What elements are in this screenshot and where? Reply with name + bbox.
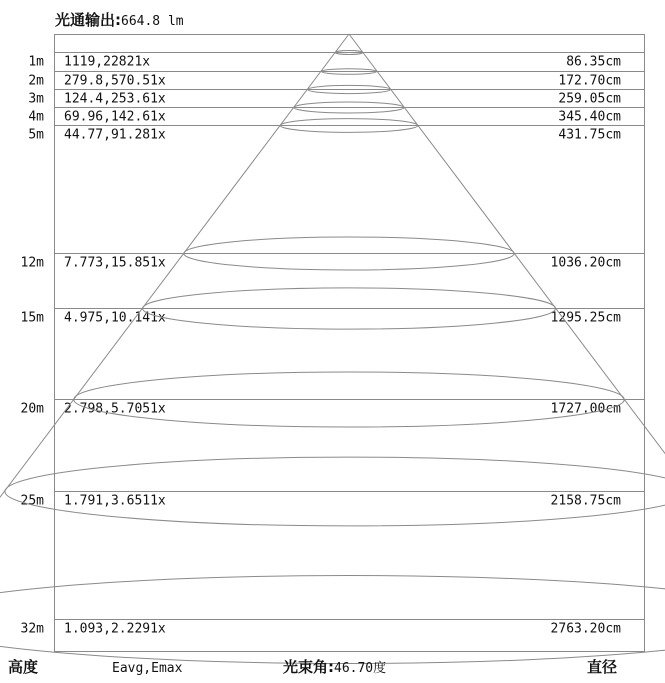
row-diameter: 172.70cm xyxy=(558,73,621,89)
row-diameter: 259.05cm xyxy=(558,91,621,107)
row-height: 32m xyxy=(20,621,44,637)
row-illuminance: 1.791,3.6511x xyxy=(64,493,166,509)
row-illuminance: 2.798,5.7051x xyxy=(64,401,166,417)
row-height: 3m xyxy=(28,91,44,107)
row-height: 12m xyxy=(20,255,44,271)
row-diameter: 345.40cm xyxy=(558,109,621,125)
row-diameter: 2763.20cm xyxy=(550,621,621,637)
beam-angle-value: 46.70度 xyxy=(334,661,387,676)
beam-edge-left xyxy=(0,34,349,651)
row-height: 5m xyxy=(28,127,44,143)
row-illuminance: 124.4,253.61x xyxy=(64,91,166,107)
row-diameter: 1036.20cm xyxy=(550,255,621,271)
beam-angle-label: 光束角: xyxy=(283,658,334,676)
row-illuminance: 279.8,570.51x xyxy=(64,73,166,89)
row-diameter: 86.35cm xyxy=(566,54,621,70)
row-illuminance: 44.77,91.281x xyxy=(64,127,166,143)
flux-output-value: 664.8 lm xyxy=(121,14,184,29)
row-illuminance: 4.975,10.141x xyxy=(64,310,166,326)
distance-rows xyxy=(21,53,645,637)
row-diameter: 2158.75cm xyxy=(550,493,621,509)
row-height: 15m xyxy=(20,310,44,326)
row-diameter: 1295.25cm xyxy=(550,310,621,326)
row-height: 25m xyxy=(20,493,44,509)
diameter-column-label: 直径 xyxy=(587,658,618,676)
row-height: 20m xyxy=(20,401,44,417)
row-illuminance: 69.96,142.61x xyxy=(64,109,166,125)
row-height: 1m xyxy=(28,54,44,70)
flux-output-title xyxy=(55,11,184,29)
values-column-label: Eavg,Emax xyxy=(112,661,183,676)
beam-angle-caption xyxy=(283,658,386,676)
height-column-label: 高度 xyxy=(8,658,39,676)
row-diameter: 1727.00cm xyxy=(550,401,621,417)
row-illuminance: 1.093,2.2291x xyxy=(64,621,166,637)
row-illuminance: 7.773,15.851x xyxy=(64,255,166,271)
flux-output-label: 光通输出: xyxy=(55,11,121,29)
row-diameter: 431.75cm xyxy=(558,127,621,143)
row-illuminance: 1119,22821x xyxy=(64,54,151,70)
row-height: 2m xyxy=(28,73,44,89)
row-height: 4m xyxy=(28,109,44,125)
